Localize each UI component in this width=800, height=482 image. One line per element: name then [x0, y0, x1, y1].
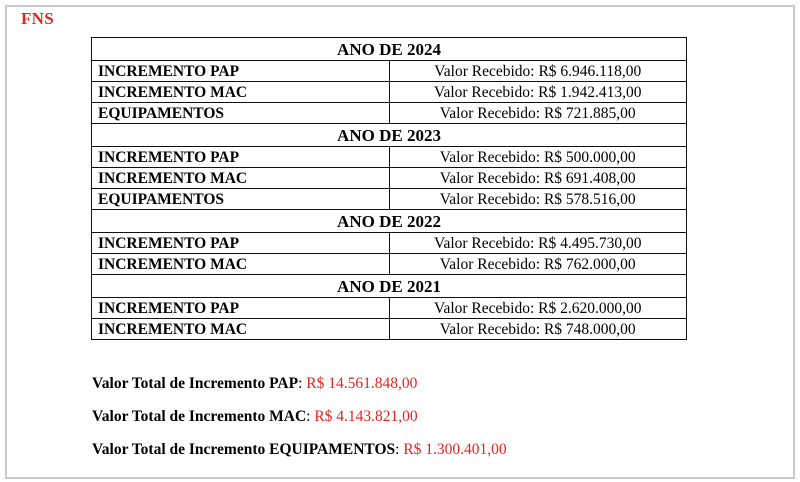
row-value: Valor Recebido: R$ 1.942.413,00: [389, 82, 687, 103]
row-value: Valor Recebido: R$ 4.495.730,00: [389, 233, 687, 254]
row-value: Valor Recebido: R$ 748.000,00: [389, 319, 687, 340]
year-title: ANO DE 2023: [92, 124, 687, 147]
total-pap-amount: R$ 14.561.848,00: [306, 375, 418, 392]
row-label: INCREMENTO PAP: [92, 298, 390, 319]
table-row: [92, 254, 687, 275]
row-value: Valor Recebido: R$ 2.620.000,00: [389, 298, 687, 319]
total-mac-label: Valor Total de Incremento MAC: [92, 408, 307, 425]
row-label: EQUIPAMENTOS: [92, 189, 390, 210]
total-pap-colon: :: [298, 375, 307, 392]
row-value: Valor Recebido: R$ 500.000,00: [389, 147, 687, 168]
row-value: Valor Recebido: R$ 762.000,00: [389, 254, 687, 275]
row-value: Valor Recebido: R$ 721.885,00: [389, 103, 687, 124]
row-label: INCREMENTO MAC: [92, 254, 390, 275]
year-header-row: [92, 275, 687, 298]
total-equip: [92, 438, 507, 471]
table-row: [92, 147, 687, 168]
row-label: INCREMENTO MAC: [92, 319, 390, 340]
total-pap-label: Valor Total de Incremento PAP: [92, 375, 299, 392]
total-equip-amount: R$ 1.300.401,00: [403, 441, 507, 458]
year-header-row: [92, 210, 687, 233]
row-label: INCREMENTO MAC: [92, 168, 390, 189]
brand-logo-text: FNS: [21, 9, 55, 28]
table-row: [92, 168, 687, 189]
row-value: Valor Recebido: R$ 691.408,00: [389, 168, 687, 189]
total-mac: [92, 405, 507, 438]
table-row: [92, 233, 687, 254]
row-value: Valor Recebido: R$ 578.516,00: [389, 189, 687, 210]
row-label: INCREMENTO PAP: [92, 61, 390, 82]
row-label: EQUIPAMENTOS: [92, 103, 390, 124]
total-equip-label: Valor Total de Incremento EQUIPAMENTOS: [92, 441, 396, 458]
year-title: ANO DE 2022: [92, 210, 687, 233]
totals-section: [92, 372, 507, 471]
row-label: INCREMENTO MAC: [92, 82, 390, 103]
year-title: ANO DE 2024: [92, 38, 687, 61]
table-row: [92, 189, 687, 210]
total-pap: [92, 372, 507, 405]
row-value: Valor Recebido: R$ 6.946.118,00: [389, 61, 687, 82]
total-equip-colon: :: [395, 441, 404, 458]
funding-table: [91, 37, 687, 340]
year-header-row: [92, 124, 687, 147]
table-row: [92, 319, 687, 340]
row-label: INCREMENTO PAP: [92, 233, 390, 254]
table-row: [92, 298, 687, 319]
total-mac-amount: R$ 4.143.821,00: [314, 408, 418, 425]
row-label: INCREMENTO PAP: [92, 147, 390, 168]
table-row: [92, 103, 687, 124]
year-title: ANO DE 2021: [92, 275, 687, 298]
year-header-row: [92, 38, 687, 61]
table-row: [92, 61, 687, 82]
table-row: [92, 82, 687, 103]
total-mac-colon: :: [306, 408, 315, 425]
